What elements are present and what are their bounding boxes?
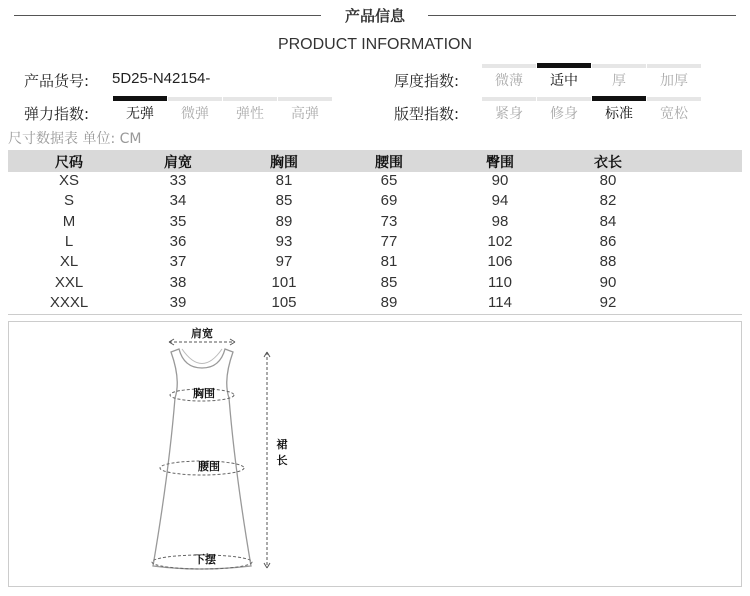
table-cell: XXL xyxy=(54,273,84,291)
fit-option-indicator xyxy=(647,97,701,101)
section-title-cn: 产品信息 xyxy=(344,7,405,25)
table-cell: 65 xyxy=(380,172,398,189)
thickness-option-label: 加厚 xyxy=(660,73,688,89)
column-header: 腰围 xyxy=(375,155,403,171)
dress-outline xyxy=(153,349,251,569)
size-table-header xyxy=(8,150,742,172)
fit-option xyxy=(592,97,646,123)
size-table xyxy=(8,150,742,315)
fit-option-label: 紧身 xyxy=(495,106,523,122)
table-cell: 86 xyxy=(599,232,617,250)
table-cell: 69 xyxy=(380,192,398,210)
thickness-option xyxy=(647,64,701,90)
fit-option-indicator xyxy=(592,96,646,101)
length-label-bottom: 长 xyxy=(276,454,288,467)
table-cell: L xyxy=(64,232,74,250)
header-divider-left xyxy=(14,15,321,16)
fit-option xyxy=(482,97,536,123)
table-cell: 33 xyxy=(169,172,187,189)
fit-option-indicator xyxy=(482,97,536,101)
table-cell: 105 xyxy=(271,293,297,311)
dress-measurement-diagram xyxy=(9,322,741,586)
shoulder-label: 肩宽 xyxy=(191,327,213,340)
thickness-option-indicator xyxy=(482,64,536,68)
table-cell: 84 xyxy=(599,212,617,230)
elasticity-option-label: 无弹 xyxy=(126,106,154,122)
hem-label: 下摆 xyxy=(194,553,216,566)
product-code-label: 产品货号: xyxy=(24,72,90,90)
size-table-caption: 尺寸数据表 单位: CM xyxy=(8,131,142,147)
elasticity-option-indicator xyxy=(223,97,277,101)
elasticity-option-indicator xyxy=(113,96,167,101)
table-cell: 37 xyxy=(169,253,187,271)
elasticity-option-indicator xyxy=(168,97,222,101)
table-cell: 38 xyxy=(169,273,187,291)
table-cell: 73 xyxy=(380,212,398,230)
table-row xyxy=(8,172,742,192)
column-header: 胸围 xyxy=(270,155,298,171)
header-divider-right xyxy=(428,15,736,16)
table-cell: S xyxy=(63,192,74,210)
table-cell: 98 xyxy=(491,212,509,230)
table-cell: 34 xyxy=(169,192,187,210)
thickness-option-indicator xyxy=(592,64,646,68)
fit-label: 版型指数: xyxy=(394,105,460,123)
table-row xyxy=(8,192,742,212)
fit-option-indicator xyxy=(537,97,591,101)
table-cell: 110 xyxy=(488,273,512,291)
table-cell: 39 xyxy=(169,293,187,311)
fit-option xyxy=(537,97,591,123)
thickness-option xyxy=(537,64,591,90)
fit-option xyxy=(647,97,701,123)
section-title-en: PRODUCT INFORMATION xyxy=(277,36,473,53)
table-cell: 93 xyxy=(275,232,293,250)
table-cell: 97 xyxy=(275,253,293,271)
waist-label: 腰围 xyxy=(198,460,220,473)
elasticity-option xyxy=(223,97,277,123)
column-header: 肩宽 xyxy=(164,155,192,171)
column-header: 尺码 xyxy=(55,155,83,171)
table-cell: 80 xyxy=(599,172,617,189)
table-cell: 89 xyxy=(275,212,293,230)
table-cell: 36 xyxy=(169,232,187,250)
elasticity-option xyxy=(278,97,332,123)
column-header: 臀围 xyxy=(486,155,514,171)
elasticity-option-label: 高弹 xyxy=(291,106,319,122)
elasticity-option-label: 弹性 xyxy=(236,106,264,122)
table-cell: 101 xyxy=(271,273,297,291)
elasticity-option-label: 微弹 xyxy=(181,106,209,122)
thickness-option-indicator xyxy=(647,64,701,68)
table-cell: 35 xyxy=(169,212,187,230)
neckline xyxy=(182,349,222,364)
fit-option-label: 宽松 xyxy=(660,106,688,122)
chest-label: 胸围 xyxy=(193,387,215,400)
table-row xyxy=(8,233,742,253)
table-cell: 106 xyxy=(487,253,513,271)
table-cell: 81 xyxy=(380,253,398,271)
table-cell: 81 xyxy=(275,172,293,189)
elasticity-label: 弹力指数: xyxy=(24,105,90,123)
table-cell: 94 xyxy=(491,192,509,210)
table-cell: XS xyxy=(58,172,79,189)
table-cell: M xyxy=(62,212,76,230)
table-cell: 90 xyxy=(599,273,617,291)
thickness-option-label: 微薄 xyxy=(495,73,523,89)
fit-option-label: 修身 xyxy=(550,106,578,122)
garment-diagram-panel xyxy=(8,321,742,587)
column-header: 衣长 xyxy=(594,155,622,171)
table-cell: 90 xyxy=(491,172,509,189)
length-label-top: 裙 xyxy=(276,438,288,451)
table-cell: 77 xyxy=(380,232,398,250)
table-cell: 114 xyxy=(488,293,512,311)
thickness-option xyxy=(482,64,536,90)
table-cell: 82 xyxy=(599,192,617,210)
product-code-value: 5D25-N42154- xyxy=(112,70,211,87)
elasticity-option-indicator xyxy=(278,97,332,101)
table-cell: 88 xyxy=(599,253,617,271)
elasticity-option xyxy=(168,97,222,123)
table-cell: 92 xyxy=(599,293,617,311)
thickness-option-indicator xyxy=(537,63,591,68)
table-row xyxy=(8,274,742,294)
thickness-option xyxy=(592,64,646,90)
table-cell: XL xyxy=(59,253,79,271)
table-row xyxy=(8,294,742,314)
table-cell: 85 xyxy=(275,192,293,210)
thickness-option-label: 适中 xyxy=(550,73,578,89)
thickness-label: 厚度指数: xyxy=(394,72,460,90)
table-cell: 85 xyxy=(380,273,398,291)
table-cell: XXXL xyxy=(49,293,89,311)
thickness-option-label: 厚 xyxy=(612,73,626,89)
table-cell: 102 xyxy=(487,232,513,250)
table-row xyxy=(8,213,742,233)
table-row xyxy=(8,253,742,273)
table-cell: 89 xyxy=(380,293,398,311)
fit-option-label: 标准 xyxy=(605,106,633,122)
elasticity-option xyxy=(113,97,167,123)
